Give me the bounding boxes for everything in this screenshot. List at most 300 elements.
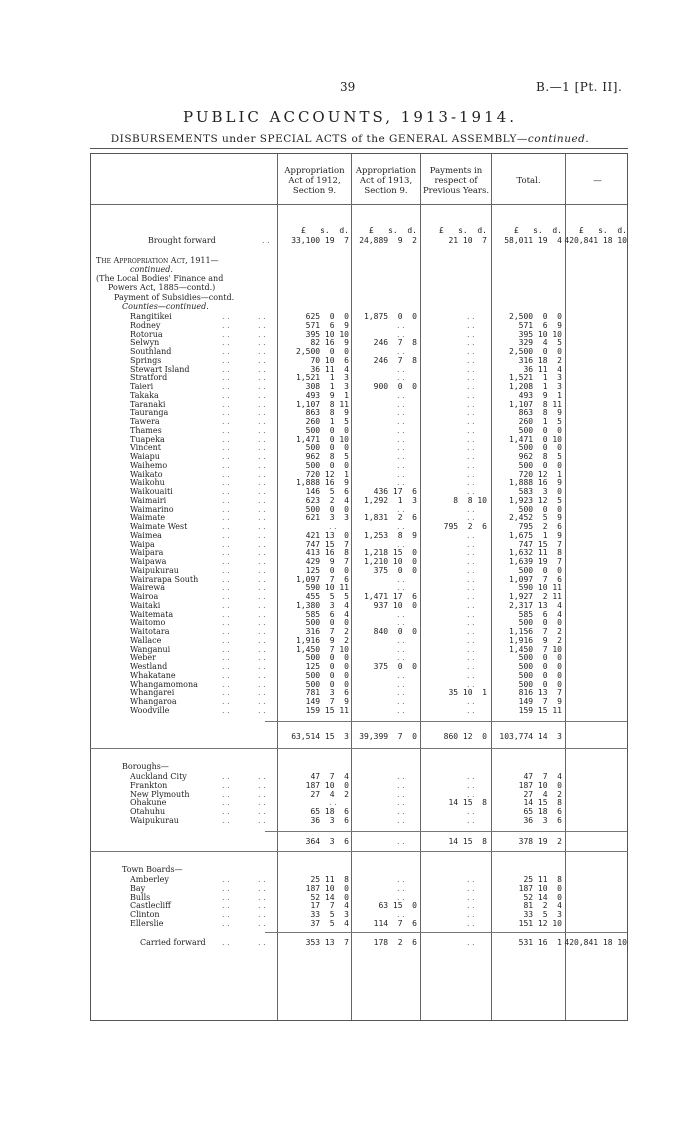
leader-dots: . . [222, 875, 230, 884]
placeholder-dots: . . [397, 798, 405, 807]
cell-c1: 1,097 7 6 [296, 575, 349, 584]
leader-dots: . . [222, 312, 230, 321]
leader-dots: . . [222, 478, 230, 487]
cell-c1: 625 0 0 [305, 312, 349, 321]
county-name: Waitaki [130, 601, 161, 610]
placeholder-dots: . . [397, 575, 405, 584]
cell-c1: 125 0 0 [305, 662, 349, 671]
carried-forward-label: Carried forward [140, 938, 206, 947]
col-sep-3 [420, 154, 421, 1020]
cell-c5: 420,841 18 10 [564, 236, 627, 245]
cell-c1: 429 9 7 [305, 557, 349, 566]
cell-c4: 149 7 9 [518, 697, 562, 706]
county-name: Tauranga [130, 408, 169, 417]
borough-name: Auckland City [130, 772, 187, 781]
placeholder-dots: . . [467, 901, 475, 910]
county-name: Waimairi [130, 496, 167, 505]
cell-c4: 1,639 19 7 [509, 557, 562, 566]
borough-name: Otahuhu [130, 807, 166, 816]
county-name: Vincent [130, 443, 161, 452]
placeholder-dots: . . [467, 391, 475, 400]
units-c1: £ s. d. [300, 226, 349, 235]
cell-c4: 493 9 1 [518, 391, 562, 400]
cell-c4: 500 0 0 [518, 653, 562, 662]
cell-c4: 27 4 2 [523, 790, 562, 799]
leader-dots: . . [222, 601, 230, 610]
placeholder-dots: . . [467, 426, 475, 435]
leader-dots: . . [222, 671, 230, 680]
cell-c1: 33 5 3 [310, 910, 349, 919]
leader-dots: . . [222, 575, 230, 584]
cell-c4: 1,471 0 10 [509, 435, 562, 444]
placeholder-dots: . . [467, 470, 475, 479]
cell-c4: 1,927 2 11 [509, 592, 562, 601]
placeholder-dots: . . [467, 610, 475, 619]
placeholder-dots: . . [467, 382, 475, 391]
heading-line-3: Powers Act, 1885—contd.) [108, 283, 216, 292]
county-name: Takaka [130, 391, 159, 400]
county-name: Rotorua [130, 330, 163, 339]
cell-c4: 81 2 4 [523, 901, 562, 910]
placeholder-dots: . . [467, 680, 475, 689]
county-name: Selwyn [130, 338, 160, 347]
county-name: Taranaki [130, 400, 166, 409]
leader-dots: . . [258, 330, 266, 339]
leader-dots: . . [258, 884, 266, 893]
leader-dots: . . [222, 513, 230, 522]
cell-c4: 316 18 2 [518, 356, 562, 365]
placeholder-dots: . . [397, 618, 405, 627]
placeholder-dots: . . [467, 365, 475, 374]
cell-c1: 27 4 2 [310, 790, 349, 799]
leader-dots: . . [222, 592, 230, 601]
placeholder-dots: . . [397, 653, 405, 662]
cell-c1: 17 7 4 [310, 901, 349, 910]
placeholder-dots: . . [397, 697, 405, 706]
cell-c4: 329 4 5 [518, 338, 562, 347]
cell-c2: 246 7 8 [373, 338, 417, 347]
units-c2: £ s. d. [368, 226, 417, 235]
cell-c1: 260 1 5 [305, 417, 349, 426]
cell-c1: 36 11 4 [310, 365, 349, 374]
leader-dots: . . [258, 875, 266, 884]
leader-dots: . . [222, 610, 230, 619]
leader-dots: . . [222, 680, 230, 689]
county-name: Waimarino [130, 505, 174, 514]
leader-dots: . . [258, 408, 266, 417]
cell-c1: 25 11 8 [310, 875, 349, 884]
town-board-name: Amberley [130, 875, 169, 884]
cell-c1: 500 0 0 [305, 461, 349, 470]
cell-c4: 47 7 4 [523, 772, 562, 781]
leader-dots: . . [258, 461, 266, 470]
cell-c1: 500 0 0 [305, 653, 349, 662]
leader-dots: . . [258, 697, 266, 706]
cell-c1: 47 7 4 [310, 772, 349, 781]
leader-dots: . . [258, 566, 266, 575]
placeholder-dots: . . [397, 583, 405, 592]
cell-c2: 900 0 0 [373, 382, 417, 391]
leader-dots: . . [222, 636, 230, 645]
heading-line-2: (The Local Bodies' Finance and [96, 274, 224, 283]
subtotal-rule [265, 932, 627, 933]
cell-c4: 36 3 6 [523, 816, 562, 825]
placeholder-dots: . . [397, 373, 405, 382]
leader-dots: . . [222, 772, 230, 781]
cell-c2: 178 2 6 [373, 938, 417, 947]
leader-dots: . . [222, 706, 230, 715]
placeholder-dots: . . [467, 321, 475, 330]
placeholder-dots: . . [467, 540, 475, 549]
leader-dots: . . [222, 330, 230, 339]
cell-c4: 187 10 0 [518, 884, 562, 893]
cell-c2: 246 7 8 [373, 356, 417, 365]
county-name: Waimate [130, 513, 166, 522]
cell-c2: 114 7 6 [373, 919, 417, 928]
leader-dots: . . [222, 408, 230, 417]
leader-dots: . . [222, 470, 230, 479]
cell-c2: 937 10 0 [373, 601, 417, 610]
placeholder-dots: . . [397, 645, 405, 654]
leader-dots: . . [222, 400, 230, 409]
placeholder-dots: . . [467, 816, 475, 825]
leader-dots: . . [258, 417, 266, 426]
leader-dots: . . [258, 443, 266, 452]
leader-dots: . . [222, 618, 230, 627]
cell-c1: 781 3 6 [305, 688, 349, 697]
subtotal-rule [265, 721, 627, 722]
cell-c1: 413 16 8 [305, 548, 349, 557]
boroughs-heading: Boroughs— [122, 762, 169, 771]
leader-dots: . . [258, 548, 266, 557]
cell-c1: 1,521 1 3 [296, 373, 349, 382]
placeholder-dots: . . [467, 566, 475, 575]
placeholder-dots: . . [467, 807, 475, 816]
placeholder-dots: . . [397, 470, 405, 479]
placeholder-dots: . . [467, 601, 475, 610]
leader-dots: . . [222, 548, 230, 557]
col-sep-5 [565, 154, 566, 1020]
placeholder-dots: . . [397, 461, 405, 470]
placeholder-dots: . . [397, 400, 405, 409]
cell-c4: 103,774 14 3 [499, 732, 562, 741]
placeholder-dots: . . [467, 706, 475, 715]
placeholder-dots: . . [397, 330, 405, 339]
cell-c1: 1,916 9 2 [296, 636, 349, 645]
town-board-name: Bulls [130, 893, 151, 902]
cell-c2: 1,875 0 0 [364, 312, 417, 321]
borough-name: Frankton [130, 781, 168, 790]
cell-c4: 1,916 9 2 [509, 636, 562, 645]
cell-c4: 58,011 19 4 [504, 236, 562, 245]
placeholder-dots: . . [397, 347, 405, 356]
leader-dots: . . [258, 653, 266, 662]
cell-c4: 1,107 8 11 [509, 400, 562, 409]
placeholder-dots: . . [397, 893, 405, 902]
header-c1: Appropriation Act of 1912, Section 9. [284, 166, 345, 196]
leader-dots: . . [258, 781, 266, 790]
leader-dots: . . [258, 671, 266, 680]
cell-c4: 1,632 11 8 [509, 548, 562, 557]
header-c3: Payments in respect of Previous Years. [422, 166, 490, 196]
cell-c1: 1,450 7 10 [296, 645, 349, 654]
borough-name: Ohakune [130, 798, 167, 807]
placeholder-dots: . . [467, 662, 475, 671]
placeholder-dots: . . [467, 697, 475, 706]
cell-c4: 795 2 6 [518, 522, 562, 531]
leader-dots: . . [222, 540, 230, 549]
county-name: Waikohu [130, 478, 165, 487]
cell-c1: 962 8 5 [305, 452, 349, 461]
page-title: PUBLIC ACCOUNTS, 1913-1914. [183, 108, 517, 126]
county-name: Wairarapa South [130, 575, 199, 584]
placeholder-dots: . . [467, 347, 475, 356]
county-name: Wanganui [130, 645, 171, 654]
subtitle-rule [90, 148, 628, 149]
leader-dots: . . [222, 347, 230, 356]
cell-c4: 260 1 5 [518, 417, 562, 426]
leader-dots: . . [222, 910, 230, 919]
placeholder-dots: . . [467, 400, 475, 409]
leader-dots: . . [258, 496, 266, 505]
cell-c4: 500 0 0 [518, 505, 562, 514]
cell-c1: 500 0 0 [305, 680, 349, 689]
placeholder-dots: . . [467, 338, 475, 347]
cell-c2: 375 0 0 [373, 566, 417, 575]
cell-c4: 590 10 11 [518, 583, 562, 592]
leader-dots: . . [222, 901, 230, 910]
cell-c1: 493 9 1 [305, 391, 349, 400]
placeholder-dots: . . [397, 505, 405, 514]
cell-c4: 1,156 7 2 [509, 627, 562, 636]
placeholder-dots: . . [467, 443, 475, 452]
cell-c4: 378 19 2 [518, 837, 562, 846]
placeholder-dots: . . [467, 671, 475, 680]
cell-c3: 8 8 10 [453, 496, 487, 505]
town-board-name: Ellerslie [130, 919, 164, 928]
placeholder-dots: . . [397, 636, 405, 645]
placeholder-dots: . . [397, 435, 405, 444]
leader-dots: . . [222, 356, 230, 365]
placeholder-dots: . . [467, 461, 475, 470]
cell-c4: 2,500 0 0 [509, 312, 562, 321]
leader-dots: . . [258, 583, 266, 592]
leader-dots: . . [222, 417, 230, 426]
cell-c4: 500 0 0 [518, 671, 562, 680]
leader-dots: . . [222, 522, 230, 531]
leader-dots: . . [258, 435, 266, 444]
cell-c4: 2,452 5 9 [509, 513, 562, 522]
cell-c1: 395 10 10 [305, 330, 349, 339]
cell-c2: 436 17 6 [373, 487, 417, 496]
leader-dots: . . [222, 790, 230, 799]
county-name: Whakatane [130, 671, 176, 680]
cell-c4: 1,888 16 9 [509, 478, 562, 487]
placeholder-dots: . . [397, 680, 405, 689]
county-name: Springs [130, 356, 162, 365]
placeholder-dots: . . [397, 522, 405, 531]
county-name: Waikouaiti [130, 487, 173, 496]
cell-c1: 187 10 0 [305, 781, 349, 790]
placeholder-dots: . . [467, 505, 475, 514]
leader-dots: . . [258, 347, 266, 356]
placeholder-dots: . . [329, 798, 337, 807]
placeholder-dots: . . [467, 312, 475, 321]
heading-line-0: The Appropriation Act, 1911— [96, 256, 219, 265]
leader-dots: . . [258, 680, 266, 689]
leader-dots: . . [222, 391, 230, 400]
cell-c1: 63,514 15 3 [291, 732, 349, 741]
leader-dots: . . [258, 391, 266, 400]
borough-name: New Plymouth [130, 790, 190, 799]
subtitle-suffix: continued. [527, 133, 590, 145]
leader-dots: . . [258, 540, 266, 549]
leader-dots: . . [222, 697, 230, 706]
placeholder-dots: . . [467, 618, 475, 627]
placeholder-dots: . . [467, 531, 475, 540]
county-name: Wallace [130, 636, 162, 645]
cell-c1: 364 3 6 [305, 837, 349, 846]
cell-c2: 1,218 15 0 [364, 548, 417, 557]
placeholder-dots: . . [467, 575, 475, 584]
cell-c4: 500 0 0 [518, 680, 562, 689]
cell-c4: 531 16 1 [518, 938, 562, 947]
county-name: Southland [130, 347, 172, 356]
cell-c2: 840 0 0 [373, 627, 417, 636]
leader-dots: . . [222, 627, 230, 636]
leader-dots: . . [222, 884, 230, 893]
leader-dots: . . [258, 798, 266, 807]
leader-dots: . . [258, 382, 266, 391]
leader-dots: . . [222, 583, 230, 592]
county-name: Weber [130, 653, 156, 662]
placeholder-dots: . . [397, 688, 405, 697]
cell-c4: 395 10 10 [518, 330, 562, 339]
leader-dots: . . [222, 653, 230, 662]
leader-dots: . . [222, 321, 230, 330]
leader-dots: . . [222, 373, 230, 382]
leader-dots: . . [222, 365, 230, 374]
placeholder-dots: . . [397, 391, 405, 400]
header-c5: — [593, 176, 602, 186]
county-name: Wairoa [130, 592, 159, 601]
cell-c1: 65 18 6 [310, 807, 349, 816]
county-name: Waimate West [130, 522, 188, 531]
page-subtitle [0, 133, 700, 145]
cell-c4: 500 0 0 [518, 566, 562, 575]
cell-c4: 36 11 4 [523, 365, 562, 374]
cell-c1: 308 1 3 [305, 382, 349, 391]
leader-dots: . . [258, 706, 266, 715]
cell-c1: 1,380 3 4 [296, 601, 349, 610]
placeholder-dots: . . [467, 884, 475, 893]
county-name: Waipara [130, 548, 164, 557]
placeholder-dots: . . [467, 790, 475, 799]
cell-c1: 159 15 11 [305, 706, 349, 715]
leader-dots: . . [222, 487, 230, 496]
cell-c4: 52 14 0 [523, 893, 562, 902]
cell-c4: 1,450 7 10 [509, 645, 562, 654]
leader-dots: . . [258, 338, 266, 347]
placeholder-dots: . . [397, 426, 405, 435]
leader-dots: . . [222, 781, 230, 790]
county-name: Waiapu [130, 452, 160, 461]
placeholder-dots: . . [467, 557, 475, 566]
cell-c2: 63 15 0 [378, 901, 417, 910]
cell-c1: 590 10 11 [305, 583, 349, 592]
placeholder-dots: . . [467, 548, 475, 557]
leader-dots: . . [262, 236, 270, 245]
placeholder-dots: . . [397, 417, 405, 426]
county-name: Waikato [130, 470, 163, 479]
subtotal-rule [265, 831, 627, 832]
placeholder-dots: . . [467, 919, 475, 928]
leader-dots: . . [258, 478, 266, 487]
cell-c4: 1,097 7 6 [509, 575, 562, 584]
leader-dots: . . [258, 919, 266, 928]
cell-c1: 36 3 6 [310, 816, 349, 825]
leader-dots: . . [258, 910, 266, 919]
cell-c1: 1,471 0 10 [296, 435, 349, 444]
cell-c2: 1,253 8 9 [364, 531, 417, 540]
cell-c1: 2,500 0 0 [296, 347, 349, 356]
placeholder-dots: . . [467, 487, 475, 496]
section-rule [90, 851, 628, 852]
county-name: Rodney [130, 321, 161, 330]
leader-dots: . . [258, 610, 266, 619]
placeholder-dots: . . [467, 627, 475, 636]
cell-c4: 1,923 12 5 [509, 496, 562, 505]
placeholder-dots: . . [467, 478, 475, 487]
town-board-name: Bay [130, 884, 146, 893]
placeholder-dots: . . [397, 807, 405, 816]
leader-dots: . . [258, 452, 266, 461]
leader-dots: . . [222, 566, 230, 575]
leader-dots: . . [222, 645, 230, 654]
placeholder-dots: . . [467, 583, 475, 592]
leader-dots: . . [258, 426, 266, 435]
brought-forward-label: Brought forward [148, 236, 216, 245]
cell-c4: 2,317 13 4 [509, 601, 562, 610]
cell-c2: 1,292 1 3 [364, 496, 417, 505]
county-name: Westland [130, 662, 168, 671]
placeholder-dots: . . [467, 592, 475, 601]
cell-c1: 33,100 19 7 [291, 236, 349, 245]
cell-c1: 623 2 4 [305, 496, 349, 505]
leader-dots: . . [222, 338, 230, 347]
cell-c4: 1,208 1 3 [509, 382, 562, 391]
leader-dots: . . [258, 505, 266, 514]
town-board-name: Castlecliff [130, 901, 171, 910]
section-rule [90, 748, 628, 749]
town-boards-heading: Town Boards— [122, 865, 183, 874]
units-c4: £ s. d. [513, 226, 562, 235]
cell-c1: 353 13 7 [305, 938, 349, 947]
cell-c4: 1,521 1 3 [509, 373, 562, 382]
leader-dots: . . [258, 522, 266, 531]
leader-dots: . . [258, 557, 266, 566]
cell-c2: 24,889 9 2 [359, 236, 417, 245]
cell-c1: 500 0 0 [305, 426, 349, 435]
placeholder-dots: . . [397, 443, 405, 452]
county-name: Waitomo [130, 618, 166, 627]
placeholder-dots: . . [397, 365, 405, 374]
county-name: Whangaroa [130, 697, 177, 706]
placeholder-dots: . . [467, 772, 475, 781]
placeholder-dots: . . [397, 790, 405, 799]
leader-dots: . . [222, 461, 230, 470]
cell-c1: 421 13 0 [305, 531, 349, 540]
